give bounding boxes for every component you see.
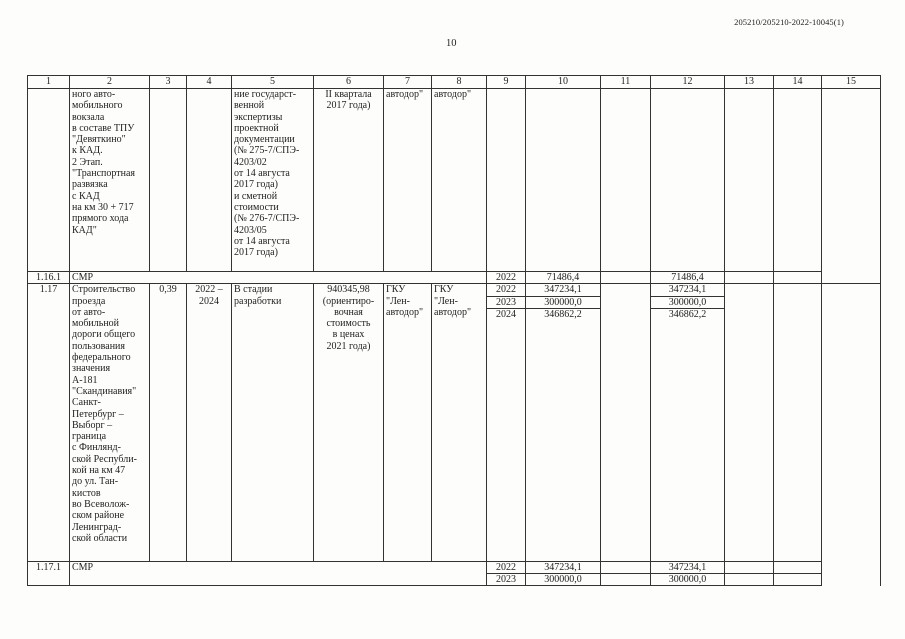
- row-label: СМР: [70, 272, 487, 284]
- customer-cell: ГКУ "Лен- автодор": [384, 284, 432, 562]
- header-cell: 1: [28, 76, 70, 89]
- length-cell: 0,39: [150, 284, 187, 562]
- table-row: [28, 89, 881, 272]
- amount-cell: 347234,1: [651, 284, 725, 296]
- row-label: СМР: [70, 561, 487, 586]
- amount-cell: 347234,1: [651, 561, 725, 573]
- table-row: [28, 561, 881, 573]
- table-cell: [725, 89, 774, 272]
- table-row: [28, 284, 881, 296]
- header-cell: 8: [432, 76, 487, 89]
- object-name-cell: Строительство проезда от авто- мобильной дороги общего пользования федерального значения А-181 "Скандинавия" Санкт- Петербург – Выборг – граница с Финлянд- ской Республи- кой на км 47 до ул. Тан- кистов во Всеволож- ском районе Ленинград- ской области: [70, 284, 150, 562]
- table-cell: [822, 89, 881, 284]
- row-number: 1.17.1: [28, 561, 70, 586]
- amount-cell: 300000,0: [651, 296, 725, 308]
- amount-cell: 346862,2: [526, 308, 601, 561]
- year-cell: 2024: [487, 308, 526, 561]
- status-cell: ние государст- венной экспертизы проектной документации (№ 275-7/СПЭ- 4203/02 от 14 августа 2017 года) и сметной стоимости (№ 276-7/СПЭ- 4203/05 от 14 августа 2017 года): [232, 89, 314, 272]
- header-cell: 5: [232, 76, 314, 89]
- table-cell: [774, 284, 822, 562]
- table-cell: [601, 272, 651, 284]
- amount-cell: 71486,4: [526, 272, 601, 284]
- contractor-cell: ГКУ "Лен- автодор": [432, 284, 487, 562]
- year-cell: 2022: [487, 561, 526, 573]
- year-cell: 2023: [487, 296, 526, 308]
- table-cell: [651, 89, 725, 272]
- table-cell: [725, 561, 774, 573]
- year-cell: 2022: [487, 272, 526, 284]
- table-cell: [601, 574, 651, 586]
- cost-cell: 940345,98 (ориентиро- вочная стоимость в ценах 2021 года): [314, 284, 384, 562]
- header-row: [28, 76, 881, 89]
- period-cell: 2022 – 2024: [187, 284, 232, 562]
- header-cell: 4: [187, 76, 232, 89]
- header-cell: 12: [651, 76, 725, 89]
- table-cell: [187, 89, 232, 272]
- amount-cell: 347234,1: [526, 284, 601, 296]
- table-cell: [725, 272, 774, 284]
- contractor-cell: автодор": [432, 89, 487, 272]
- row-number: 1.17: [28, 284, 70, 562]
- header-cell: 7: [384, 76, 432, 89]
- amount-cell: 346862,2: [651, 308, 725, 561]
- empty-cell: [822, 284, 881, 586]
- table-cell: [725, 574, 774, 586]
- row-number: 1.16.1: [28, 272, 70, 284]
- amount-cell: 300000,0: [526, 296, 601, 308]
- page-number: 10: [446, 38, 457, 49]
- object-name-cell: ного авто- мобильного вокзала в составе ТПУ "Девяткино" к КАД. 2 Этап. "Транспортная развязка с КАД на км 30 + 717 прямого хода КАД": [70, 89, 150, 272]
- year-cell: 2023: [487, 574, 526, 586]
- header-cell: 2: [70, 76, 150, 89]
- header-cell: 10: [526, 76, 601, 89]
- header-cell: 15: [822, 76, 881, 89]
- table-cell: [774, 89, 822, 272]
- table-cell: [601, 89, 651, 272]
- amount-cell: 300000,0: [526, 574, 601, 586]
- status-cell: В стадии разработки: [232, 284, 314, 562]
- table-cell: [774, 561, 822, 573]
- table-cell: [487, 89, 526, 272]
- table-cell: [725, 284, 774, 562]
- header-cell: 11: [601, 76, 651, 89]
- amount-cell: 347234,1: [526, 561, 601, 573]
- table-cell: [774, 272, 822, 284]
- header-cell: 13: [725, 76, 774, 89]
- amount-cell: 300000,0: [651, 574, 725, 586]
- header-cell: 9: [487, 76, 526, 89]
- customer-cell: автодор": [384, 89, 432, 272]
- table-row: [28, 272, 881, 284]
- table-cell: [28, 89, 70, 272]
- table-cell: [150, 89, 187, 272]
- header-cell: 3: [150, 76, 187, 89]
- table-cell: [601, 284, 651, 562]
- table-cell: [601, 561, 651, 573]
- cost-cell: II квартала 2017 года): [314, 89, 384, 272]
- data-table: [27, 75, 881, 586]
- document-id: 205210/205210-2022-10045(1): [734, 17, 844, 27]
- year-cell: 2022: [487, 284, 526, 296]
- amount-cell: 71486,4: [651, 272, 725, 284]
- header-cell: 6: [314, 76, 384, 89]
- header-cell: 14: [774, 76, 822, 89]
- table-cell: [526, 89, 601, 272]
- table-cell: [774, 574, 822, 586]
